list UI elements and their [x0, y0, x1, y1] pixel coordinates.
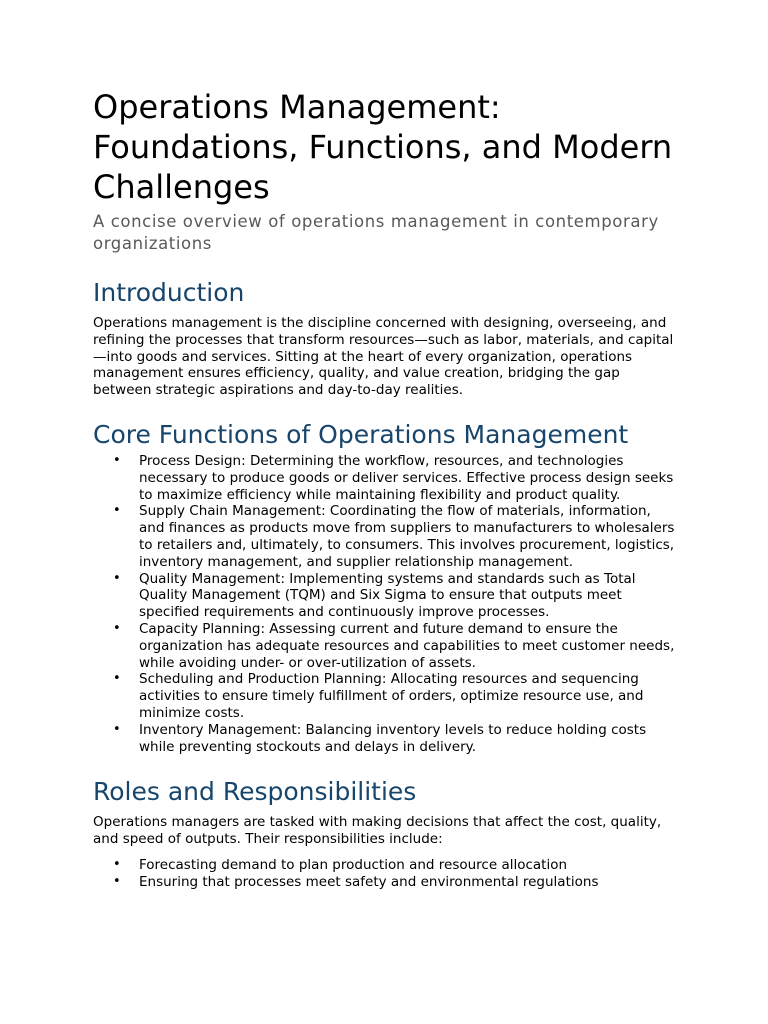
list-item — [113, 721, 676, 756]
roles-heading: Roles and Responsibilities — [93, 777, 417, 807]
introduction-paragraph: Operations management is the discipline concerned with designing, overseeing, and refining the processes that transform resources—such as labor, materials, and capital—into goods and services. Sitting at the heart of every organization, operations management ensures efficiency, quality, and value creation, bridging the gap between strategic aspirations and day-to-day realities. — [93, 315, 674, 399]
document-title: Operations Management: Foundations, Functions, and Modern Challenges — [93, 88, 673, 206]
list-item — [113, 671, 676, 721]
bullet-icon: • — [113, 671, 121, 687]
bullet-icon: • — [113, 503, 121, 519]
bullet-icon: • — [113, 620, 121, 636]
list-item — [113, 873, 676, 891]
bullet-icon: • — [113, 452, 121, 468]
core-functions-list — [93, 453, 676, 755]
list-item-text: Capacity Planning: Assessing current and future demand to ensure the organization has adequate resources and capabilities to meet customer needs, while avoiding under- or over-utilization of assets. — [139, 620, 675, 671]
list-item-text: Supply Chain Management: Coordinating the flow of materials, information, and finances as products move from suppliers to manufacturers to wholesalers to retailers and, ultimately, to consumers. This involves procurement, logistics, inventory management, and supplier relationship management. — [139, 503, 675, 570]
bullet-icon: • — [113, 856, 121, 872]
list-item-text: Quality Management: Implementing systems and standards such as Total Quality Management (TQM) and Six Sigma to ensure that outputs meet specified requirements and continuously improve processes. — [139, 570, 636, 621]
roles-list — [93, 857, 676, 891]
bullet-icon: • — [113, 721, 121, 737]
list-item-text: Scheduling and Production Planning: Allocating resources and sequencing activities to ensure timely fulfillment of orders, optimize resource use, and minimize costs. — [139, 671, 644, 721]
list-item-text: Inventory Management: Balancing inventory levels to reduce holding costs while preventing stockouts and delays in delivery. — [139, 721, 647, 755]
list-item-text: Process Design: Determining the workflow, resources, and technologies necessary to produce goods or deliver services. Effective process design seeks to maximize efficiency while maintaining flexibility and product quality. — [139, 452, 674, 503]
bullet-icon: • — [113, 873, 121, 889]
list-item — [113, 620, 676, 671]
roles-paragraph: Operations managers are tasked with making decisions that affect the cost, quality, and speed of outputs. Their responsibilities include: — [93, 814, 662, 848]
list-item — [113, 856, 676, 874]
bullet-icon: • — [113, 570, 121, 586]
list-item-text: Forecasting demand to plan production and resource allocation — [139, 856, 568, 873]
list-item — [113, 570, 676, 621]
core-functions-heading: Core Functions of Operations Management — [93, 419, 629, 449]
document-subtitle: A concise overview of operations management in contemporary organizations — [93, 212, 659, 253]
list-item — [113, 503, 676, 570]
list-item — [113, 452, 676, 503]
introduction-heading: Introduction — [93, 278, 245, 307]
list-item-text: Ensuring that processes meet safety and environmental regulations — [139, 873, 599, 890]
